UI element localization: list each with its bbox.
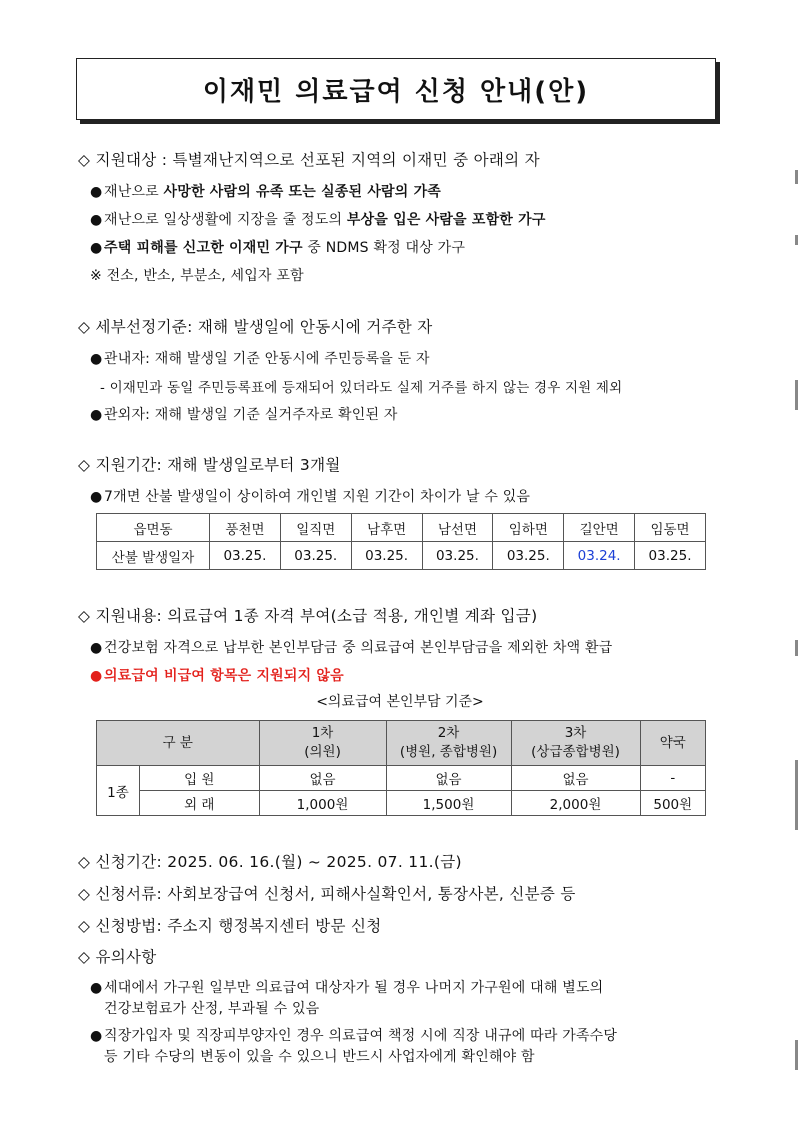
table-cell: 03.25. <box>351 542 422 570</box>
text: 2차 <box>437 725 460 741</box>
content-item-2 <box>90 665 344 685</box>
table-cell: 03.25. <box>280 542 351 570</box>
content-heading: ◇ 지원내용: 의료급여 1종 자격 부여(소급 적용, 개인별 계좌 입금) <box>78 607 538 625</box>
table-cell: 산불 발생일자 <box>97 542 210 570</box>
table-cell: 03.25. <box>422 542 493 570</box>
text: (의원) <box>304 744 341 760</box>
note-item-2 <box>90 1025 617 1045</box>
target-item-3 <box>90 237 465 257</box>
note-item-1-cont: 건강보험료가 산정, 부과될 수 있음 <box>104 1001 320 1017</box>
table-cell: 외 래 <box>140 791 260 816</box>
scan-artifact <box>795 235 798 245</box>
table-row <box>97 542 706 570</box>
bullet: ● <box>90 980 103 996</box>
text: 관외자: 재해 발생일 기준 실거주자로 확인된 자 <box>104 407 398 423</box>
text: 3차 <box>564 725 587 741</box>
bullet: ● <box>90 407 103 423</box>
table-cell: 1,500원 <box>386 791 511 816</box>
bullet: ● <box>90 184 103 200</box>
text: 직장가입자 및 직장피부양자인 경우 의료급여 책정 시에 직장 내규에 따라 가족수당 <box>104 1028 618 1044</box>
table-cell: 1종 <box>97 766 140 816</box>
table-header-cell: 구 분 <box>97 721 260 766</box>
bold-text: 사망한 사람의 유족 또는 실종된 사람의 가족 <box>163 184 442 200</box>
criteria-item-3 <box>90 404 398 424</box>
notes-heading: ◇ 유의사항 <box>78 948 157 966</box>
period-heading: ◇ 지원기간: 재해 발생일로부터 3개월 <box>78 456 341 474</box>
table-cell: 03.25. <box>635 542 706 570</box>
apply-documents: ◇ 신청서류: 사회보장급여 신청서, 피해사실확인서, 통장사본, 신분증 등 <box>78 885 576 903</box>
table-header-cell <box>511 721 640 766</box>
table-cell: 없음 <box>259 766 386 791</box>
period-item <box>90 486 530 506</box>
table-cell: 1,000원 <box>259 791 386 816</box>
bold-text: 주택 피해를 신고한 이재민 가구 <box>104 240 303 256</box>
table-cell: 임동면 <box>635 514 706 542</box>
target-heading: ◇ 지원대상 : 특별재난지역으로 선포된 지역의 이재민 중 아래의 자 <box>78 151 540 169</box>
table-cell: 03.25. <box>493 542 564 570</box>
table-cell: 임하면 <box>493 514 564 542</box>
table-cell: 500원 <box>640 791 705 816</box>
apply-period: ◇ 신청기간: 2025. 06. 16.(월) ~ 2025. 07. 11.(금) <box>78 853 462 871</box>
table-header-cell <box>386 721 511 766</box>
text: 관내자: 재해 발생일 기준 안동시에 주민등록을 둔 자 <box>104 351 430 367</box>
table-cell: 없음 <box>511 766 640 791</box>
text: 건강보험 자격으로 납부한 본인부담금 중 의료급여 본인부담금을 제외한 차액 환급 <box>104 640 613 656</box>
criteria-heading: ◇ 세부선정기준: 재해 발생일에 안동시에 거주한 자 <box>78 318 433 336</box>
text: 7개면 산불 발생일이 상이하여 개인별 지원 기간이 차이가 날 수 있음 <box>104 489 531 505</box>
copay-table <box>96 720 706 816</box>
scan-artifact <box>795 760 798 830</box>
apply-method: ◇ 신청방법: 주소지 행정복지센터 방문 신청 <box>78 917 382 935</box>
table-cell: 읍면동 <box>97 514 210 542</box>
criteria-item-1 <box>90 348 430 368</box>
content-item-1 <box>90 637 612 657</box>
text: (상급종합병원) <box>531 744 620 760</box>
text: 중 NDMS 확정 대상 가구 <box>302 240 466 256</box>
scan-artifact <box>795 170 798 184</box>
table-cell: 길안면 <box>564 514 635 542</box>
table-cell: 풍천면 <box>210 514 281 542</box>
bullet: ● <box>90 351 103 367</box>
table-header-row <box>97 721 706 766</box>
bullet: ● <box>90 489 103 505</box>
text: 세대에서 가구원 일부만 의료급여 대상자가 될 경우 나머지 가구원에 대해 별도의 <box>104 980 604 996</box>
bullet: ● <box>90 1028 103 1044</box>
scan-artifact <box>795 380 798 410</box>
text: 재난으로 <box>104 184 164 200</box>
bullet: ● <box>90 668 103 684</box>
target-note: ※ 전소, 반소, 부분소, 세입자 포함 <box>90 268 304 284</box>
table-cell-highlight: 03.24. <box>564 542 635 570</box>
target-item-1 <box>90 181 441 201</box>
table-cell: 남후면 <box>351 514 422 542</box>
text: 의료급여 비급여 항목은 지원되지 않음 <box>104 668 344 684</box>
bullet: ● <box>90 640 103 656</box>
scan-artifact <box>795 640 798 656</box>
table-row <box>97 791 706 816</box>
table-cell: - <box>640 766 705 791</box>
scan-artifact <box>795 1040 798 1070</box>
bullet: ● <box>90 240 103 256</box>
table-row <box>97 766 706 791</box>
criteria-item-2: - 이재민과 동일 주민등록표에 등재되어 있더라도 실제 거주를 하지 않는 경우 지원 제외 <box>100 380 623 396</box>
text: 재난으로 일상생활에 지장을 줄 정도의 <box>104 212 347 228</box>
table-header-cell <box>259 721 386 766</box>
bold-text: 부상을 입은 사람을 포함한 가구 <box>346 212 546 228</box>
table-cell: 남선면 <box>422 514 493 542</box>
page-title: 이재민 의료급여 신청 안내(안) <box>202 76 590 107</box>
table-header-cell: 약국 <box>640 721 705 766</box>
text: 1차 <box>311 725 334 741</box>
bullet: ● <box>90 212 103 228</box>
table-caption: <의료급여 본인부담 기준> <box>316 694 484 710</box>
note-item-2-cont: 등 기타 수당의 변동이 있을 수 있으니 반드시 사업자에게 확인해야 함 <box>104 1049 535 1065</box>
fire-date-table <box>96 513 706 570</box>
table-cell: 03.25. <box>210 542 281 570</box>
table-cell: 일직면 <box>280 514 351 542</box>
table-header-row <box>97 514 706 542</box>
text: (병원, 종합병원) <box>399 744 498 760</box>
table-cell: 2,000원 <box>511 791 640 816</box>
target-item-2 <box>90 209 546 229</box>
note-item-1 <box>90 977 603 997</box>
title-box <box>76 58 716 120</box>
table-cell: 없음 <box>386 766 511 791</box>
table-cell: 입 원 <box>140 766 260 791</box>
